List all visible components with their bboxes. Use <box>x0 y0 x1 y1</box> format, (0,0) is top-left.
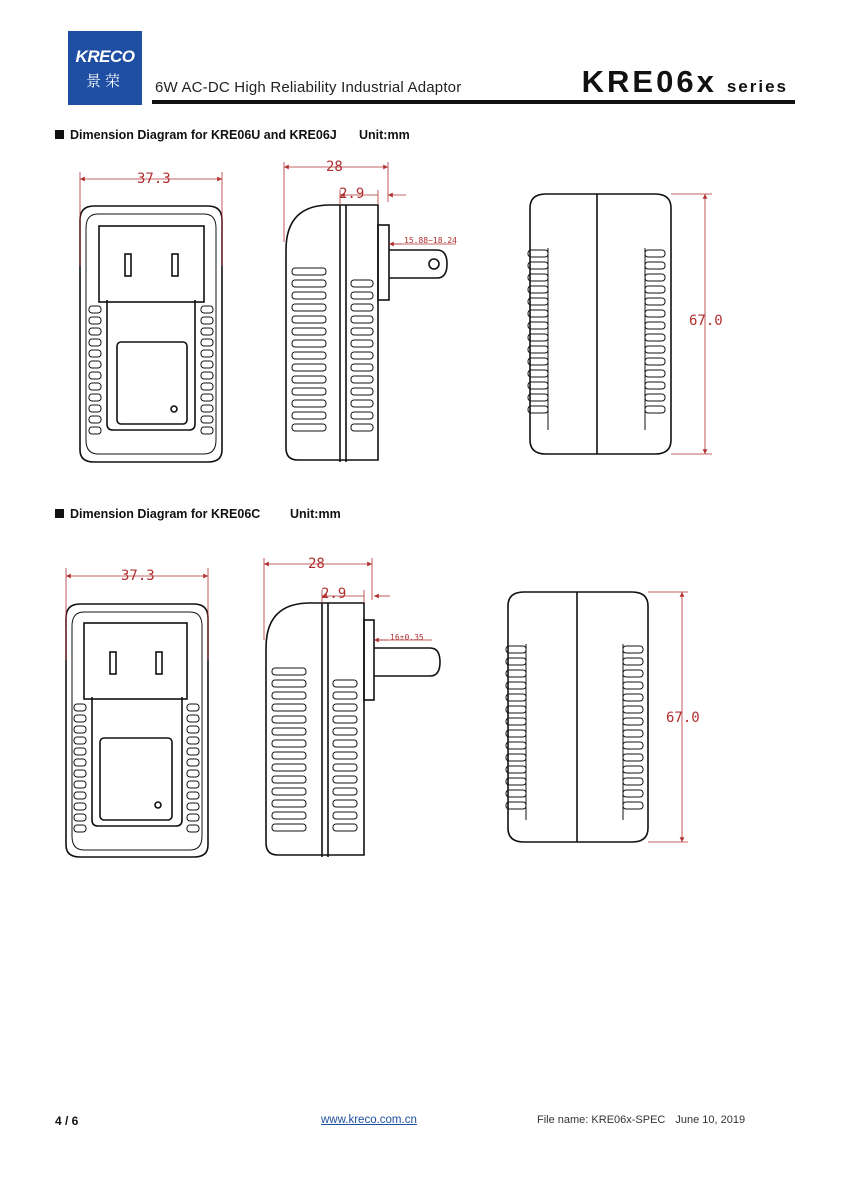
logo-text: KRECO <box>75 47 135 66</box>
back-view-1 <box>528 194 671 454</box>
series-title <box>582 64 788 100</box>
dim-width-1: 37.3 <box>137 171 171 187</box>
dimension-lines-2 <box>66 558 688 842</box>
dim-width-2: 37.3 <box>121 568 155 584</box>
section-title-1 <box>55 128 337 142</box>
front-view-2 <box>66 604 208 857</box>
section-title-2 <box>55 507 260 521</box>
bullet-square-icon <box>55 509 64 518</box>
logo-sub-text: 景荣 <box>85 72 124 90</box>
dim-step-1: 2.9 <box>339 186 365 202</box>
dim-depth-2: 28 <box>308 556 325 572</box>
page-number: 4 / 6 <box>55 1114 79 1128</box>
header-rule <box>152 100 795 104</box>
dim-depth-1: 28 <box>326 159 343 175</box>
dim-pin-1: 15.88~18.24 <box>404 236 457 245</box>
front-view-1 <box>80 206 222 462</box>
section-1-title-text: Dimension Diagram for KRE06U and KRE06J <box>70 128 337 142</box>
website-link[interactable]: www.kreco.com.cn <box>321 1114 417 1126</box>
company-logo <box>68 31 142 105</box>
dimension-diagram-1 <box>0 150 849 470</box>
back-view-2 <box>506 592 648 842</box>
bullet-square-icon <box>55 130 64 139</box>
dim-pin-2: 16±0.35 <box>390 633 424 642</box>
document-subtitle: 6W AC-DC High Reliability Industrial Adaptor <box>155 79 462 96</box>
series-suffix: series <box>726 77 788 96</box>
section-1-unit: Unit:mm <box>359 128 410 142</box>
section-2-unit: Unit:mm <box>290 507 341 521</box>
file-name: File name: KRE06x-SPEC <box>537 1114 666 1126</box>
dim-step-2: 2.9 <box>321 586 347 602</box>
dimension-diagram-2 <box>0 540 849 870</box>
section-2-title-text: Dimension Diagram for KRE06C <box>70 507 261 521</box>
file-info <box>537 1114 745 1126</box>
series-main: KRE06x <box>581 64 717 99</box>
dim-height-1: 67.0 <box>689 313 723 329</box>
dim-height-2: 67.0 <box>666 710 700 726</box>
file-date: June 10, 2019 <box>675 1114 746 1126</box>
